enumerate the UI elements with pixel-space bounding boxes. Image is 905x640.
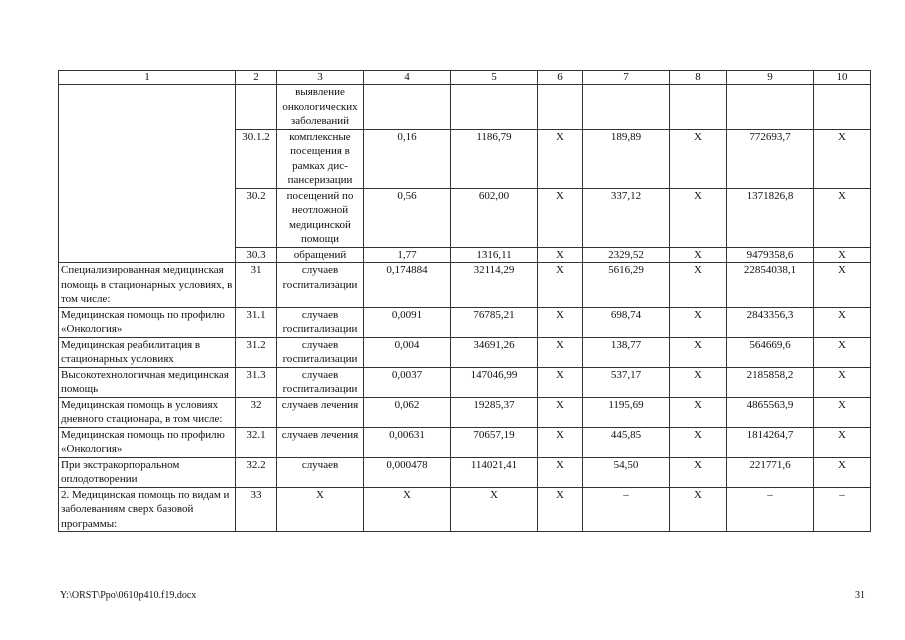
value-cell: Х bbox=[670, 188, 727, 247]
value-cell: 2185858,2 bbox=[727, 367, 814, 397]
value-cell: 189,89 bbox=[583, 129, 670, 188]
row-code-cell: 31.1 bbox=[236, 307, 277, 337]
description-cell: Специализированная медицинская помощь в стационарных условиях, в том числе: bbox=[59, 263, 236, 308]
value-cell: Х bbox=[670, 427, 727, 457]
value-cell: Х bbox=[814, 263, 871, 308]
unit-cell: обращений bbox=[277, 247, 364, 263]
value-cell: 445,85 bbox=[583, 427, 670, 457]
value-cell: 0,062 bbox=[364, 397, 451, 427]
value-cell: Х bbox=[538, 367, 583, 397]
value-cell: 1,77 bbox=[364, 247, 451, 263]
value-cell: Х bbox=[814, 457, 871, 487]
table-row bbox=[59, 337, 871, 367]
value-cell: 0,16 bbox=[364, 129, 451, 188]
value-cell: 602,00 bbox=[451, 188, 538, 247]
column-header: 6 bbox=[538, 71, 583, 85]
value-cell: Х bbox=[538, 307, 583, 337]
value-cell: Х bbox=[814, 397, 871, 427]
value-cell: 1186,79 bbox=[451, 129, 538, 188]
table-row bbox=[59, 397, 871, 427]
value-cell: 138,77 bbox=[583, 337, 670, 367]
column-header: 5 bbox=[451, 71, 538, 85]
value-cell: 0,174884 bbox=[364, 263, 451, 308]
value-cell: 1371826,8 bbox=[727, 188, 814, 247]
description-cell: Медицинская помощь по профилю «Онкология» bbox=[59, 427, 236, 457]
value-cell: 5616,29 bbox=[583, 263, 670, 308]
value-cell: 9479358,6 bbox=[727, 247, 814, 263]
table-row bbox=[59, 457, 871, 487]
value-cell: 34691,26 bbox=[451, 337, 538, 367]
value-cell bbox=[364, 85, 451, 130]
value-cell bbox=[538, 85, 583, 130]
unit-cell: посещений по неотложной медицинской помощи bbox=[277, 188, 364, 247]
row-code-cell: 32.2 bbox=[236, 457, 277, 487]
description-cell: Медицинская реабилитация в стационарных условиях bbox=[59, 337, 236, 367]
column-header: 7 bbox=[583, 71, 670, 85]
unit-cell: случаев госпитализации bbox=[277, 307, 364, 337]
value-cell: 0,00631 bbox=[364, 427, 451, 457]
row-code-cell: 32 bbox=[236, 397, 277, 427]
value-cell: Х bbox=[538, 337, 583, 367]
column-header: 4 bbox=[364, 71, 451, 85]
value-cell: Х bbox=[364, 487, 451, 532]
row-code-cell: 33 bbox=[236, 487, 277, 532]
value-cell bbox=[727, 85, 814, 130]
value-cell: Х bbox=[538, 129, 583, 188]
unit-cell: выявление онкологических заболеваний bbox=[277, 85, 364, 130]
description-cell: При экстракорпоральном оплодотворении bbox=[59, 457, 236, 487]
value-cell: Х bbox=[670, 457, 727, 487]
table-row bbox=[59, 427, 871, 457]
value-cell bbox=[583, 85, 670, 130]
value-cell: Х bbox=[670, 247, 727, 263]
header-row bbox=[59, 71, 871, 85]
value-cell: – bbox=[583, 487, 670, 532]
value-cell: Х bbox=[814, 427, 871, 457]
value-cell: Х bbox=[814, 337, 871, 367]
value-cell: – bbox=[814, 487, 871, 532]
column-header: 10 bbox=[814, 71, 871, 85]
value-cell: Х bbox=[538, 427, 583, 457]
value-cell: 32114,29 bbox=[451, 263, 538, 308]
value-cell: Х bbox=[814, 247, 871, 263]
unit-cell: случаев bbox=[277, 457, 364, 487]
value-cell: 19285,37 bbox=[451, 397, 538, 427]
table-row bbox=[59, 487, 871, 532]
value-cell: 537,17 bbox=[583, 367, 670, 397]
value-cell: 221771,6 bbox=[727, 457, 814, 487]
description-cell: Медицинская помощь в условиях дневного стационара, в том числе: bbox=[59, 397, 236, 427]
value-cell: 772693,7 bbox=[727, 129, 814, 188]
description-cell: Высокотехнологичная медицинская помощь bbox=[59, 367, 236, 397]
value-cell: 0,000478 bbox=[364, 457, 451, 487]
value-cell: Х bbox=[538, 397, 583, 427]
row-code-cell: 31.3 bbox=[236, 367, 277, 397]
value-cell: 70657,19 bbox=[451, 427, 538, 457]
row-code-cell: 30.2 bbox=[236, 188, 277, 247]
value-cell: Х bbox=[814, 129, 871, 188]
column-header: 8 bbox=[670, 71, 727, 85]
row-code-cell: 32.1 bbox=[236, 427, 277, 457]
value-cell: 114021,41 bbox=[451, 457, 538, 487]
unit-cell: случаев госпитализации bbox=[277, 337, 364, 367]
value-cell: Х bbox=[538, 263, 583, 308]
data-table bbox=[58, 70, 871, 532]
value-cell: Х bbox=[538, 457, 583, 487]
value-cell: 337,12 bbox=[583, 188, 670, 247]
value-cell: 698,74 bbox=[583, 307, 670, 337]
value-cell bbox=[670, 85, 727, 130]
table-row bbox=[59, 367, 871, 397]
value-cell: Х bbox=[538, 188, 583, 247]
value-cell: 4865563,9 bbox=[727, 397, 814, 427]
value-cell: Х bbox=[670, 337, 727, 367]
value-cell: 0,004 bbox=[364, 337, 451, 367]
unit-cell: комплексные посещения в рамках дис-пансеризации bbox=[277, 129, 364, 188]
value-cell: Х bbox=[670, 307, 727, 337]
description-cell bbox=[59, 85, 236, 263]
data-table-container bbox=[58, 70, 870, 532]
value-cell: 147046,99 bbox=[451, 367, 538, 397]
value-cell bbox=[814, 85, 871, 130]
value-cell: Х bbox=[670, 263, 727, 308]
value-cell: 2843356,3 bbox=[727, 307, 814, 337]
value-cell: Х bbox=[670, 129, 727, 188]
row-code-cell: 30.1.2 bbox=[236, 129, 277, 188]
value-cell: Х bbox=[538, 487, 583, 532]
value-cell: Х bbox=[670, 487, 727, 532]
column-header: 2 bbox=[236, 71, 277, 85]
value-cell: 0,0091 bbox=[364, 307, 451, 337]
value-cell: 1195,69 bbox=[583, 397, 670, 427]
value-cell: 0,56 bbox=[364, 188, 451, 247]
value-cell: Х bbox=[451, 487, 538, 532]
value-cell: – bbox=[727, 487, 814, 532]
value-cell: Х bbox=[538, 247, 583, 263]
value-cell: 1316,11 bbox=[451, 247, 538, 263]
value-cell: Х bbox=[670, 367, 727, 397]
value-cell: 22854038,1 bbox=[727, 263, 814, 308]
value-cell: 54,50 bbox=[583, 457, 670, 487]
description-cell: 2. Медицинская помощь по видам и заболеваниям сверх базовой программы: bbox=[59, 487, 236, 532]
document-path: Y:\ORST\Ppo\0610p410.f19.docx bbox=[60, 590, 197, 601]
row-code-cell: 31 bbox=[236, 263, 277, 308]
table-row bbox=[59, 263, 871, 308]
table-row bbox=[59, 85, 871, 130]
row-code-cell: 31.2 bbox=[236, 337, 277, 367]
value-cell: 564669,6 bbox=[727, 337, 814, 367]
unit-cell: случаев госпитализации bbox=[277, 367, 364, 397]
unit-cell: случаев лечения bbox=[277, 397, 364, 427]
value-cell: 2329,52 bbox=[583, 247, 670, 263]
value-cell: Х bbox=[814, 188, 871, 247]
row-code-cell: 30.3 bbox=[236, 247, 277, 263]
column-header: 3 bbox=[277, 71, 364, 85]
column-header: 1 bbox=[59, 71, 236, 85]
value-cell: Х bbox=[814, 307, 871, 337]
column-header: 9 bbox=[727, 71, 814, 85]
row-code-cell bbox=[236, 85, 277, 130]
description-cell: Медицинская помощь по профилю «Онкология» bbox=[59, 307, 236, 337]
value-cell: 0,0037 bbox=[364, 367, 451, 397]
value-cell: 1814264,7 bbox=[727, 427, 814, 457]
value-cell: Х bbox=[814, 367, 871, 397]
unit-cell: случаев госпитализации bbox=[277, 263, 364, 308]
unit-cell: случаев лечения bbox=[277, 427, 364, 457]
value-cell: 76785,21 bbox=[451, 307, 538, 337]
value-cell bbox=[451, 85, 538, 130]
value-cell: Х bbox=[670, 397, 727, 427]
unit-cell: Х bbox=[277, 487, 364, 532]
page-number: 31 bbox=[855, 590, 865, 601]
table-row bbox=[59, 307, 871, 337]
